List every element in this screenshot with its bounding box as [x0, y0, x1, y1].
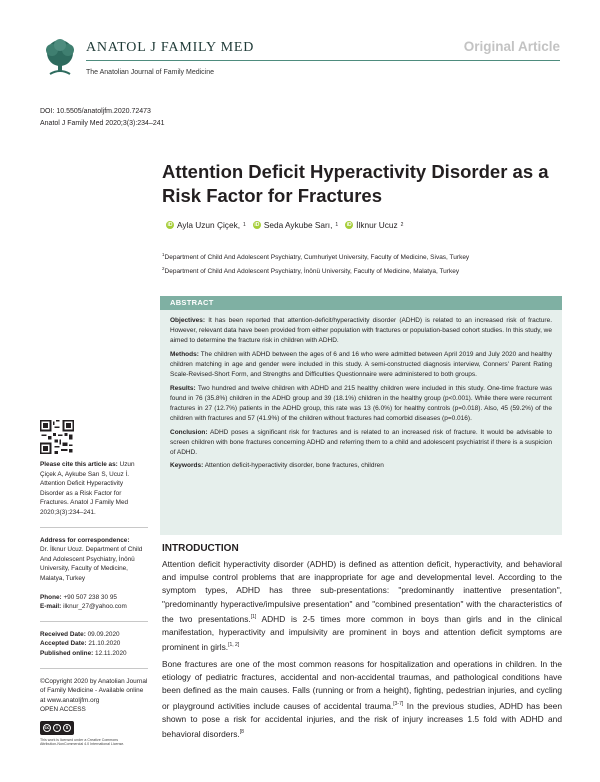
- contact-block: [40, 593, 148, 612]
- introduction-body: [162, 558, 562, 745]
- methods-label: Methods:: [170, 350, 199, 358]
- affiliation-sup: 1: [162, 252, 165, 257]
- correspondence-text: Dr. İlknur Ucuz. Department of Child And Adolescent Psychiatry, İnönü University, Faculty of Medicine, Malatya, Turkey: [40, 546, 143, 582]
- cc-icon: cc: [44, 724, 50, 730]
- conclusion-label: Conclusion:: [170, 428, 208, 436]
- keywords-label: Keywords:: [170, 462, 204, 470]
- author-list: [162, 220, 403, 230]
- phone-label: Phone:: [40, 593, 62, 601]
- license-text: This work is licensed under a Creative Commons Attribution-NonCommercial 4.0 International License.: [40, 737, 125, 747]
- author-affil: 2: [400, 222, 404, 228]
- sidebar-divider: [40, 621, 148, 622]
- cc-license-badge-icon[interactable]: [40, 721, 74, 735]
- copyright-text: ©Copyright 2020 by Anatolian Journal of Family Medicine - Available online at www.anatoljfm.org: [40, 677, 148, 704]
- qr-code-icon[interactable]: [40, 420, 74, 454]
- cite-label: Please cite this article as:: [40, 461, 118, 468]
- accepted-value: 21.10.2020: [88, 640, 121, 648]
- author-name: Seda Aykube Sarı,: [263, 220, 333, 230]
- objectives-label: Objectives:: [170, 317, 206, 324]
- correspondence-block: [40, 536, 148, 584]
- abstract-heading: ABSTRACT: [160, 296, 562, 310]
- intro-text: ADHD is 2-5 times more common in boys than girls and in the clinical manifestation, hyperactivity and impulsivity are prominent in boys and attention deficit symptoms are prominent in girls.: [162, 613, 562, 652]
- email-label: E-mail:: [40, 603, 62, 611]
- results-label: Results:: [170, 384, 196, 392]
- published-line: [40, 649, 148, 659]
- intro-text: Attention deficit hyperactivity disorder (ADHD) is defined as attention deficit, hyperactivity, and behavioral and impulse control problems that are inappropriate for age and developmental level. According to the symptom types, ADHD has three sub-presentations: "predominantly inattentive presentation", "predominantly hyperactive/impulsive presentation" and "combined presentation" with the characteristics of the two presentations.: [162, 559, 562, 624]
- methods-text: The children with ADHD between the ages of 6 and 16 who were admitted between April 2019 and July 2020 and healthy children matching in age and gender were included in this study. A semi-constructed diagnosis interview, Conners' Parent Rating Scale-Revised-Short Form, and Strengths and Difficulties Questionnaire were administered to both groups.: [170, 350, 552, 379]
- journal-name: ANATOL J FAMILY MED: [86, 40, 255, 55]
- published-value: 12.11.2020: [95, 649, 127, 657]
- received-label: Received Date:: [40, 630, 86, 638]
- orcid-icon[interactable]: iD: [167, 222, 173, 228]
- received-line: [40, 630, 148, 640]
- affiliation-sup: 2: [162, 266, 165, 272]
- intro-text: Bone fractures are one of the most common reasons for hospitalization and operations in children. In the etiology of pediatric fractures, accidental and non-accidental traumas, and pathological conditions have been defined as the main causes. Falls (running or from a height), fighting, pedestrian injuries, and cycling or playground activities include causes of accidental trauma.: [162, 659, 562, 711]
- abstract-methods: [170, 350, 552, 381]
- abstract-conclusion: [170, 428, 552, 459]
- dates-block: [40, 630, 148, 659]
- citation-ref[interactable]: [3-7]: [393, 700, 404, 707]
- author-affil: 1: [243, 222, 246, 228]
- objectives-text: It has been reported that attention-deficit/hyperactivity disorder (ADHD) is related to an increased risk of fracture. However, relevant data have been provided from either population with fractures or population-based cohort studies. In this study, we aimed to determine the fracture risk in children with ADHD.: [170, 317, 552, 345]
- citation-ref[interactable]: [1]: [250, 613, 257, 620]
- by-icon: i: [53, 724, 61, 732]
- email-line: [40, 602, 148, 612]
- conclusion-text: ADHD poses a significant risk for fractures and is related to an increased risk of fracture. It would be advisable to screen children with bone fractures concerning ADHD and referring them to a child and adolescent psychiatrist if there is a suspicion of ADHD.: [170, 428, 552, 456]
- nc-icon: $: [63, 724, 71, 732]
- citation-ref[interactable]: [1, 2]: [228, 642, 240, 649]
- affiliation-text: Department of Child And Adolescent Psychiatry, Cumhuriyet University, Faculty of Medicine, Sivas, Turkey: [164, 254, 470, 262]
- header-divider: [86, 60, 560, 61]
- sidebar-divider: [40, 527, 148, 528]
- abstract-box: [160, 296, 562, 535]
- email-value[interactable]: ilknur_27@yahoo.com: [63, 603, 127, 611]
- orcid-icon[interactable]: iD: [346, 222, 352, 228]
- affiliations: [162, 249, 469, 277]
- cite-block: [40, 460, 148, 518]
- abstract-body: [160, 310, 562, 472]
- received-value: 09.09.2020: [87, 630, 120, 638]
- introduction-heading: INTRODUCTION: [162, 543, 239, 554]
- affiliation-item: [162, 249, 469, 263]
- intro-paragraph: [162, 658, 562, 741]
- journal-header: [40, 38, 560, 82]
- intro-text: In the previous studies, ADHD has been shown to pose a risk for accidental injuries, and the risk of injury increases 1.5 fold with ADHD and behavioral disorders.: [162, 700, 562, 739]
- orcid-icon[interactable]: iD: [254, 222, 260, 228]
- author-name: Ayla Uzun Çiçek,: [177, 220, 241, 230]
- doi[interactable]: DOI: 10.5505/anatoljfm.2020.72473: [40, 108, 151, 115]
- affiliation-text: Department of Child And Adolescent Psychiatry, İnönü University, Faculty of Medicine, Malatya, Turkey: [164, 268, 460, 276]
- correspondence-label: Address for correspondence:: [40, 536, 130, 544]
- citation-ref[interactable]: [8: [239, 728, 244, 735]
- accepted-line: [40, 639, 148, 649]
- tree-logo-icon: [40, 38, 80, 78]
- journal-subtitle: The Anatolian Journal of Family Medicine: [86, 69, 215, 76]
- article-title: Attention Deficit Hyperactivity Disorder as a Risk Factor for Fractures: [162, 161, 549, 206]
- article-type-label: Original Article: [463, 39, 560, 54]
- accepted-label: Accepted Date:: [40, 640, 87, 648]
- article-meta: [40, 106, 165, 130]
- abstract-results: [170, 384, 552, 425]
- published-label: Published online:: [40, 649, 94, 657]
- sidebar: [40, 460, 148, 756]
- phone-line: [40, 593, 148, 603]
- affiliation-item: [162, 263, 469, 277]
- open-access-label: OPEN ACCESS: [40, 706, 86, 714]
- abstract-objectives: [170, 316, 552, 347]
- author-name: İlknur Ucuz: [356, 220, 398, 230]
- phone-value: +90 507 238 30 95: [63, 593, 117, 601]
- abstract-keywords: [170, 461, 552, 471]
- results-text: Two hundred and twelve children with ADHD and 215 healthy children were included in this study. One-time fracture was found in 76 (35.8%) children in the ADHD group and 39 (18.1%) children in the healthy group (p<0.001). While there were recurrent fractures in 27 (12.7%) patients in the ADHD group, this rate was 13 (6.0%) for healthy controls (p=0.018). Also, 45 (59.2%) of the children with fractures and 57 (41.9%) of the children without fractures had comorbid diseases (p=0.016).: [170, 384, 552, 423]
- copyright-block: [40, 677, 148, 748]
- intro-paragraph: [162, 558, 562, 654]
- cite-text: Uzun Çiçek A, Aykube Sarı S, Ucuz İ. Attention Deficit Hyperactivity Disorder as a Risk Factor for Fractures. Anatol J Family Med 2020;3(3):234–241.: [40, 461, 135, 516]
- author-affil: 1: [335, 222, 339, 228]
- keywords-text: Attention deficit-hyperactivity disorder, bone fractures, children: [204, 462, 384, 470]
- sidebar-divider: [40, 668, 148, 669]
- citation: Anatol J Family Med 2020;3(3):234–241: [40, 120, 165, 127]
